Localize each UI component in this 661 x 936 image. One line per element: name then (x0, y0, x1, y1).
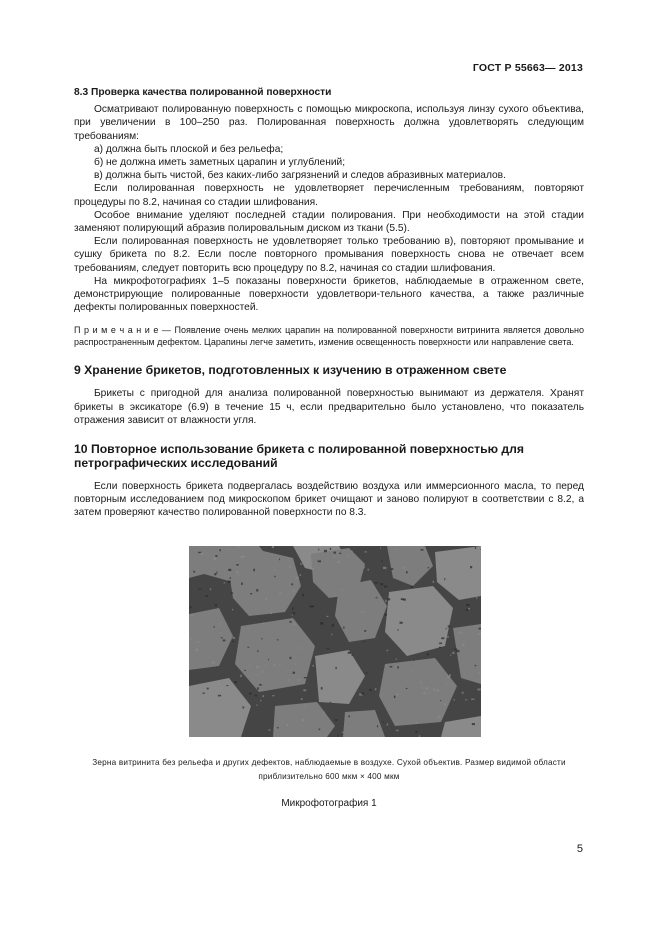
texture-speck (400, 622, 403, 624)
texture-speck (465, 699, 467, 700)
note-label: П р и м е ч а н и е (74, 325, 159, 336)
texture-speck (232, 609, 233, 611)
standard-header: ГОСТ Р 55663— 2013 (472, 62, 583, 74)
texture-speck (375, 688, 376, 690)
texture-speck (411, 586, 413, 588)
texture-speck (364, 630, 366, 632)
texture-speck (241, 583, 243, 585)
texture-speck (348, 716, 350, 718)
texture-speck (302, 719, 305, 721)
note-text: — Появление очень мелких царапин на полированной поверхности витринита является довольно распространенным дефектом. Царапины легче заметить, изменив освещенность поверхности или направление света. (74, 325, 584, 348)
texture-speck (427, 653, 429, 655)
texture-speck (249, 665, 250, 667)
texture-speck (223, 640, 226, 642)
texture-speck (200, 553, 204, 555)
texture-speck (361, 612, 364, 613)
texture-speck (244, 670, 246, 671)
texture-speck (233, 637, 236, 639)
list-item-c (74, 169, 584, 182)
texture-speck (477, 689, 480, 691)
texture-speck (303, 689, 306, 691)
texture-speck (210, 588, 211, 590)
texture-speck (413, 659, 414, 660)
texture-speck (262, 670, 264, 673)
texture-speck (390, 666, 393, 668)
texture-speck (271, 612, 273, 614)
texture-speck (416, 722, 417, 724)
texture-speck (419, 735, 420, 737)
texture-speck (257, 651, 259, 652)
texture-speck (207, 688, 209, 690)
texture-speck (380, 583, 383, 585)
texture-speck (437, 716, 440, 718)
texture-speck (224, 582, 226, 583)
texture-speck (260, 700, 261, 702)
texture-speck (361, 692, 364, 694)
texture-speck (256, 666, 259, 668)
texture-speck (478, 672, 479, 674)
texture-speck (300, 563, 302, 564)
texture-speck (384, 586, 387, 588)
texture-speck (385, 600, 386, 603)
note (74, 324, 584, 348)
caption-line-2: приблизительно 600 мкм × 400 мкм (258, 772, 400, 781)
texture-speck (225, 549, 228, 550)
texture-speck (320, 622, 323, 625)
texture-speck (387, 724, 389, 726)
texture-speck (305, 705, 306, 707)
texture-speck (444, 627, 445, 629)
texture-speck (415, 731, 418, 733)
texture-speck (401, 625, 403, 627)
texture-speck (193, 571, 195, 573)
texture-speck (452, 652, 454, 654)
texture-speck (249, 693, 252, 695)
texture-speck (255, 695, 258, 696)
texture-speck (376, 597, 378, 598)
texture-speck (442, 629, 444, 630)
texture-speck (380, 548, 381, 549)
figure-caption (74, 756, 584, 784)
texture-speck (456, 568, 459, 570)
texture-speck (396, 723, 398, 724)
texture-speck (288, 566, 291, 567)
paragraph (74, 235, 584, 275)
texture-speck (256, 589, 258, 591)
texture-speck (396, 694, 399, 696)
texture-speck (250, 593, 252, 594)
texture-speck (421, 549, 424, 551)
texture-speck (466, 609, 469, 611)
paragraph-text: Если полированная поверхность не удовлетворяет перечисленным требованиям, повторяют процедуры по 8.2, начиная со стадии шлифования. (74, 183, 584, 208)
paragraph-text: Если поверхность брикета подвергалась воздействию воздуха или иммерсионного масла, то перед повторным исследованием под микроскопом брикет очищают и заново полируют в соответствии с 8.2, а затем проверяют качество полированной поверхности по 8.3. (74, 481, 584, 519)
texture-speck (243, 706, 245, 708)
texture-speck (190, 638, 192, 640)
texture-speck (230, 690, 232, 691)
texture-speck (342, 732, 344, 733)
texture-speck (479, 628, 482, 630)
texture-speck (277, 639, 279, 640)
texture-speck (425, 687, 428, 689)
texture-speck (299, 574, 301, 575)
texture-speck (478, 633, 481, 635)
texture-speck (291, 583, 293, 585)
texture-speck (339, 553, 341, 554)
texture-speck (215, 604, 217, 606)
texture-speck (280, 664, 281, 666)
texture-speck (347, 556, 349, 557)
paragraph (74, 480, 584, 520)
texture-speck (302, 594, 304, 596)
texture-speck (397, 629, 399, 630)
texture-speck (275, 570, 276, 571)
texture-speck (406, 571, 408, 573)
texture-speck (364, 551, 367, 552)
texture-speck (295, 663, 296, 665)
texture-speck (392, 613, 395, 615)
texture-speck (444, 578, 445, 580)
texture-speck (395, 632, 398, 634)
texture-speck (195, 649, 198, 651)
texture-speck (228, 569, 231, 571)
texture-speck (331, 634, 332, 636)
texture-speck (236, 572, 239, 574)
texture-speck (434, 632, 436, 633)
texture-speck (427, 567, 429, 568)
texture-speck (234, 681, 237, 683)
texture-speck (394, 696, 396, 699)
paragraph (74, 209, 584, 235)
texture-speck (343, 627, 344, 629)
texture-speck (396, 549, 398, 550)
texture-speck (274, 576, 275, 577)
figure-label: Микрофотография 1 (281, 798, 377, 809)
texture-speck (464, 575, 466, 576)
texture-speck (366, 672, 367, 674)
paragraph-text: Если полированная поверхность не удовлетворяет только требованию в), повторяют промывание и сушку брикета по 8.2. Если после повторного промывания поверхность снова не отвечает всем требованиям, следует повторить всю процедуру по 8.2, начиная со стадии шлифования. (74, 236, 584, 274)
texture-speck (213, 557, 216, 560)
texture-speck (321, 687, 323, 689)
texture-speck (450, 655, 451, 656)
texture-speck (348, 652, 351, 654)
texture-speck (387, 598, 390, 600)
caption-line-1: Зерна витринита без рельефа и других дефектов, наблюдаемые в воздухе. Сухой объектив. Размер видимой области (92, 758, 566, 767)
texture-speck (286, 724, 288, 726)
texture-speck (289, 621, 291, 623)
texture-speck (351, 551, 353, 553)
paragraph-text: Брикеты с пригодной для анализа полированной поверхностью вынимают из держателя. Хранят брикеты в эксикаторе (6.9) в течение 15 ч, если предварительно было установлено, что показатель отражения зависит от влажности угля. (74, 388, 584, 426)
list-item-text: б) не должна иметь заметных царапин и углублений; (94, 157, 346, 169)
texture-speck (247, 647, 249, 648)
texture-speck (440, 700, 441, 701)
texture-speck (290, 657, 292, 659)
texture-speck (324, 550, 327, 552)
texture-speck (341, 589, 342, 591)
section-8-3-heading: 8.3 Проверка качества полированной поверхности (74, 87, 332, 98)
texture-speck (292, 612, 295, 614)
texture-speck (262, 695, 264, 697)
page-number: 5 (576, 843, 583, 855)
texture-speck (383, 567, 386, 569)
micrograph-image (189, 546, 481, 737)
texture-speck (406, 688, 408, 689)
texture-speck (212, 661, 215, 663)
texture-speck (456, 650, 460, 652)
texture-speck (282, 721, 284, 722)
texture-speck (240, 675, 242, 677)
texture-speck (462, 644, 465, 646)
texture-speck (338, 735, 339, 737)
texture-speck (381, 560, 382, 562)
texture-speck (214, 626, 215, 628)
texture-speck (447, 676, 450, 678)
texture-speck (232, 732, 233, 734)
texture-speck (215, 555, 217, 557)
texture-speck (454, 649, 457, 650)
texture-speck (360, 672, 362, 673)
texture-speck (226, 698, 229, 699)
content-body (74, 86, 584, 520)
texture-speck (397, 666, 399, 668)
texture-speck (327, 648, 330, 649)
paragraph (74, 387, 584, 427)
texture-speck (330, 548, 331, 550)
texture-speck (332, 653, 333, 654)
texture-speck (335, 719, 338, 721)
texture-speck (423, 692, 426, 694)
texture-speck (311, 568, 313, 570)
texture-speck (311, 605, 314, 607)
texture-speck (383, 722, 384, 723)
texture-speck (352, 654, 353, 656)
texture-speck (288, 679, 289, 681)
texture-speck (268, 659, 269, 660)
texture-speck (446, 628, 447, 629)
texture-speck (228, 581, 231, 583)
texture-speck (220, 623, 222, 625)
texture-speck (298, 679, 300, 681)
texture-speck (206, 595, 208, 597)
texture-speck (318, 560, 321, 562)
texture-speck (472, 723, 475, 725)
list-item-text: а) должна быть плоской и без рельефа; (94, 143, 284, 155)
texture-speck (396, 730, 399, 732)
texture-speck (402, 567, 405, 569)
texture-speck (219, 633, 222, 634)
texture-speck (470, 566, 472, 568)
texture-speck (293, 590, 295, 592)
texture-speck (406, 647, 408, 649)
paragraph-text: Особое внимание уделяют последней стадии полирования. При необходимости на этой стадии заменяют полирующий абразив полировальным диском из ткани (5.5). (74, 209, 584, 235)
texture-speck (475, 665, 477, 666)
texture-speck (326, 616, 328, 617)
texture-speck (364, 566, 365, 568)
texture-speck (333, 556, 335, 558)
texture-speck (337, 561, 340, 563)
texture-speck (444, 703, 446, 705)
texture-speck (367, 569, 369, 571)
texture-speck (387, 650, 389, 651)
list-item-text: в) должна быть чистой, без каких-либо загрязнений и следов абразивных материалов. (94, 170, 506, 182)
texture-speck (264, 664, 265, 665)
texture-speck (401, 598, 405, 600)
texture-speck (319, 729, 321, 731)
texture-speck (272, 546, 274, 548)
texture-speck (301, 698, 303, 700)
texture-speck (412, 637, 414, 638)
texture-speck (237, 546, 240, 547)
texture-speck (377, 725, 378, 727)
paragraph (74, 103, 584, 143)
texture-speck (437, 689, 439, 691)
texture-speck (230, 577, 231, 579)
texture-speck (220, 549, 221, 551)
texture-speck (439, 643, 442, 645)
texture-speck (439, 647, 441, 648)
texture-speck (203, 693, 205, 694)
texture-speck (385, 614, 387, 616)
texture-speck (471, 548, 473, 550)
texture-speck (420, 681, 422, 683)
paragraph (74, 275, 584, 315)
texture-speck (312, 665, 314, 667)
texture-speck (433, 581, 434, 583)
texture-speck (236, 564, 239, 566)
texture-speck (391, 568, 394, 570)
texture-speck (265, 598, 267, 600)
texture-speck (279, 559, 280, 561)
texture-speck (364, 641, 365, 643)
texture-speck (218, 695, 221, 697)
texture-speck (262, 623, 264, 625)
texture-speck (231, 592, 233, 593)
list-item-b (74, 156, 584, 169)
texture-speck (232, 641, 234, 642)
texture-speck (335, 667, 336, 669)
texture-speck (476, 597, 477, 599)
paragraph (74, 182, 584, 208)
texture-speck (330, 702, 332, 703)
texture-speck (332, 624, 334, 626)
texture-speck (411, 671, 412, 672)
texture-speck (458, 578, 460, 580)
texture-speck (256, 705, 257, 706)
texture-speck (419, 628, 422, 630)
texture-speck (448, 612, 450, 613)
texture-speck (293, 623, 296, 625)
texture-speck (454, 699, 455, 701)
texture-speck (274, 664, 276, 666)
texture-speck (274, 728, 277, 729)
paragraph-text: Осматривают полированную поверхность с помощью микроскопа, используя линзу сухого объектива, при увеличении в 100–250 раз. Полированная поверхность должна удовлетворять следующим требованиям: (74, 104, 584, 142)
texture-speck (461, 552, 464, 555)
texture-speck (221, 637, 223, 638)
texture-speck (261, 638, 262, 639)
texture-speck (190, 606, 192, 608)
texture-speck (471, 699, 474, 700)
texture-speck (191, 615, 194, 617)
texture-speck (342, 657, 343, 659)
texture-speck (293, 672, 295, 674)
texture-speck (431, 642, 432, 644)
texture-speck (198, 641, 200, 643)
texture-speck (448, 625, 450, 627)
texture-speck (334, 552, 336, 554)
texture-speck (292, 607, 293, 609)
texture-speck (475, 547, 476, 549)
texture-speck (324, 711, 325, 713)
texture-speck (369, 689, 372, 691)
texture-speck (447, 636, 449, 638)
texture-speck (279, 592, 281, 594)
section-10-heading: 10 Повторное использование брикета с полированной поверхностью для петрографических исследований (74, 442, 524, 471)
texture-speck (242, 556, 245, 557)
texture-speck (257, 687, 259, 689)
texture-speck (436, 599, 437, 601)
section-9-heading: 9 Хранение брикетов, подготовленных к изучению в отраженном свете (74, 363, 507, 378)
texture-speck (433, 689, 436, 691)
texture-speck (272, 695, 275, 696)
list-item-a (74, 143, 584, 156)
texture-speck (464, 563, 466, 564)
texture-speck (298, 647, 300, 649)
texture-speck (258, 674, 259, 676)
texture-speck (459, 632, 462, 634)
texture-speck (216, 572, 217, 574)
texture-speck (447, 684, 448, 686)
texture-speck (304, 677, 307, 678)
texture-speck (441, 637, 444, 639)
texture-speck (375, 582, 378, 583)
texture-speck (238, 574, 239, 575)
texture-speck (462, 692, 464, 694)
texture-speck (466, 604, 469, 606)
texture-speck (296, 577, 300, 579)
texture-speck (198, 589, 201, 590)
texture-speck (268, 730, 270, 731)
texture-speck (396, 659, 397, 660)
texture-speck (228, 684, 231, 686)
texture-speck (253, 569, 255, 572)
texture-speck (421, 687, 422, 689)
texture-speck (318, 549, 319, 551)
paragraph-text: На микрофотографиях 1–5 показаны поверхности брикетов, наблюдаемые в отраженном свете, демонстрирующие полированные поверхности удовлетвори-тельного качества, а также различные дефекты полированных поверхностей. (74, 275, 584, 314)
texture-speck (214, 573, 216, 575)
texture-speck (259, 684, 262, 686)
texture-speck (355, 581, 356, 582)
